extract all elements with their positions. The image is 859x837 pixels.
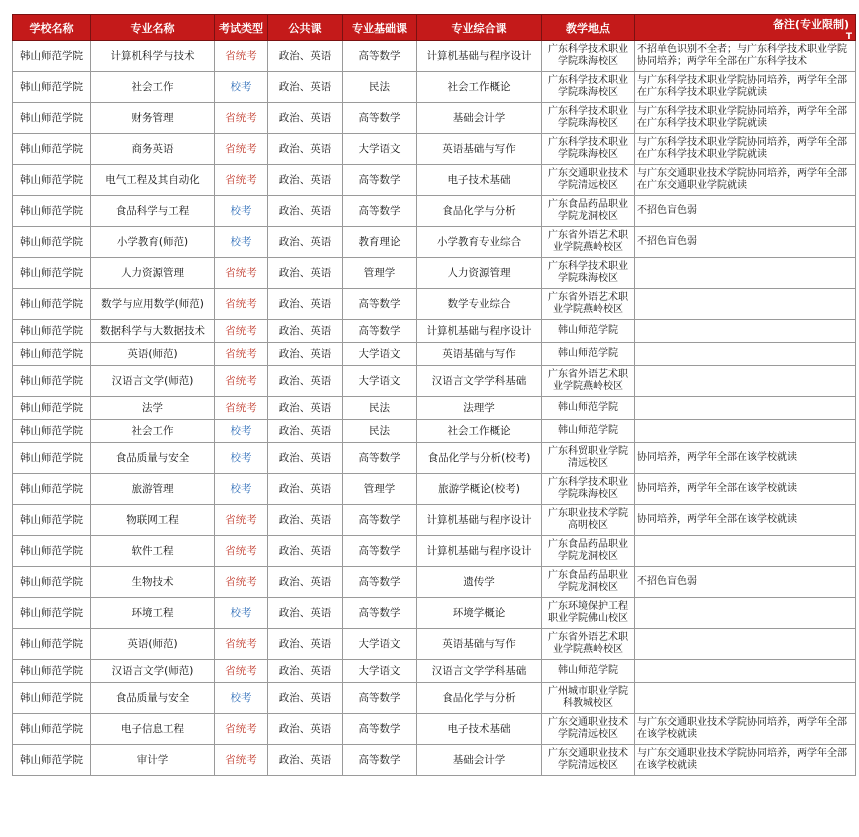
header-comprehensive-course: 专业综合课 — [417, 15, 542, 41]
cell-exam-type: 省统考 — [215, 745, 268, 776]
cell-basic-course: 高等数学 — [343, 289, 417, 320]
cell-comprehensive-course: 遗传学 — [417, 567, 542, 598]
cell-exam-type: 校考 — [215, 72, 268, 103]
cell-basic-course: 民法 — [343, 72, 417, 103]
cell-note: 与广东科学技术职业学院协同培养，两学年全部在广东科学技术职业学院就读 — [635, 103, 856, 134]
cell-public-course: 政治、英语 — [268, 683, 343, 714]
cell-location: 韩山师范学院 — [542, 420, 635, 443]
cell-basic-course: 大学语文 — [343, 660, 417, 683]
cell-location: 广东科学技术职业学院珠海校区 — [542, 258, 635, 289]
header-remark-label: 备注(专业限制) — [772, 18, 849, 31]
cell-school: 韩山师范学院 — [13, 745, 91, 776]
cell-school: 韩山师范学院 — [13, 366, 91, 397]
cell-public-course: 政治、英语 — [268, 134, 343, 165]
cell-school: 韩山师范学院 — [13, 289, 91, 320]
header-exam-type: 考试类型 — [215, 15, 268, 41]
cell-comprehensive-course: 食品化学与分析(校考) — [417, 443, 542, 474]
cell-public-course: 政治、英语 — [268, 320, 343, 343]
cell-exam-type: 校考 — [215, 227, 268, 258]
cell-location: 广东职业技术学院高明校区 — [542, 505, 635, 536]
cell-basic-course: 高等数学 — [343, 536, 417, 567]
cell-basic-course: 民法 — [343, 397, 417, 420]
cell-school: 韩山师范学院 — [13, 165, 91, 196]
cell-comprehensive-course: 食品化学与分析 — [417, 196, 542, 227]
cell-location: 广东省外语艺术职业学院燕岭校区 — [542, 366, 635, 397]
cell-public-course: 政治、英语 — [268, 505, 343, 536]
header-location: 教学地点 — [542, 15, 635, 41]
table-row — [13, 420, 856, 443]
cell-exam-type: 省统考 — [215, 289, 268, 320]
cell-school: 韩山师范学院 — [13, 320, 91, 343]
cell-exam-type: 校考 — [215, 683, 268, 714]
cell-exam-type: 省统考 — [215, 714, 268, 745]
cell-school: 韩山师范学院 — [13, 196, 91, 227]
cell-exam-type: 校考 — [215, 443, 268, 474]
cell-exam-type: 省统考 — [215, 165, 268, 196]
cell-comprehensive-course: 环境学概论 — [417, 598, 542, 629]
table-row — [13, 474, 856, 505]
cell-location: 广东科学技术职业学院珠海校区 — [542, 134, 635, 165]
cell-location: 广东食品药品职业学院龙洞校区 — [542, 567, 635, 598]
cell-school: 韩山师范学院 — [13, 72, 91, 103]
cell-location: 广东交通职业技术学院清远校区 — [542, 714, 635, 745]
cell-location: 广东科学技术职业学院珠海校区 — [542, 72, 635, 103]
cell-exam-type: 省统考 — [215, 134, 268, 165]
cell-major: 食品质量与安全 — [91, 443, 215, 474]
cell-location: 广东交通职业技术学院清远校区 — [542, 745, 635, 776]
cell-major: 数学与应用数学(师范) — [91, 289, 215, 320]
cell-location: 广东科学技术职业学院珠海校区 — [542, 41, 635, 72]
table-row — [13, 103, 856, 134]
cell-basic-course: 高等数学 — [343, 745, 417, 776]
cell-comprehensive-course: 电子技术基础 — [417, 165, 542, 196]
cell-major: 数据科学与大数据技术 — [91, 320, 215, 343]
cell-major: 财务管理 — [91, 103, 215, 134]
cell-basic-course: 教育理论 — [343, 227, 417, 258]
header-remark[interactable] — [635, 15, 856, 41]
table-row — [13, 683, 856, 714]
cell-note: 与广东科学技术职业学院协同培养，两学年全部在广东科学技术职业学院就读 — [635, 72, 856, 103]
table-row — [13, 41, 856, 72]
cell-major: 环境工程 — [91, 598, 215, 629]
table-row — [13, 745, 856, 776]
cell-school: 韩山师范学院 — [13, 567, 91, 598]
table-row — [13, 629, 856, 660]
cell-public-course: 政治、英语 — [268, 420, 343, 443]
table-row — [13, 343, 856, 366]
cell-location: 广东交通职业技术学院清远校区 — [542, 165, 635, 196]
cell-note — [635, 397, 856, 420]
cell-location: 广东省外语艺术职业学院燕岭校区 — [542, 227, 635, 258]
cell-exam-type: 省统考 — [215, 397, 268, 420]
cell-school: 韩山师范学院 — [13, 420, 91, 443]
cell-school: 韩山师范学院 — [13, 443, 91, 474]
cell-major: 食品科学与工程 — [91, 196, 215, 227]
cell-school: 韩山师范学院 — [13, 134, 91, 165]
cell-public-course: 政治、英语 — [268, 103, 343, 134]
cell-comprehensive-course: 计算机基础与程序设计 — [417, 320, 542, 343]
cell-basic-course: 高等数学 — [343, 41, 417, 72]
cell-basic-course: 大学语文 — [343, 343, 417, 366]
cell-school: 韩山师范学院 — [13, 397, 91, 420]
cell-comprehensive-course: 法理学 — [417, 397, 542, 420]
cell-basic-course: 高等数学 — [343, 714, 417, 745]
cell-note: 与广东交通职业技术学院协同培养，两学年全部在该学校就读 — [635, 714, 856, 745]
cell-public-course: 政治、英语 — [268, 41, 343, 72]
cell-school: 韩山师范学院 — [13, 683, 91, 714]
cell-note — [635, 258, 856, 289]
cell-basic-course: 高等数学 — [343, 567, 417, 598]
cell-comprehensive-course: 电子技术基础 — [417, 714, 542, 745]
cell-note: 协同培养，两学年全部在该学校就读 — [635, 505, 856, 536]
cell-note — [635, 420, 856, 443]
cell-location: 韩山师范学院 — [542, 343, 635, 366]
cell-school: 韩山师范学院 — [13, 629, 91, 660]
cell-public-course: 政治、英语 — [268, 536, 343, 567]
cell-exam-type: 省统考 — [215, 320, 268, 343]
cell-note — [635, 683, 856, 714]
cell-note: 与广东交通职业技术学院协同培养，两学年全部在该学校就读 — [635, 745, 856, 776]
cell-exam-type: 省统考 — [215, 258, 268, 289]
cell-comprehensive-course: 社会工作概论 — [417, 72, 542, 103]
cell-basic-course: 高等数学 — [343, 443, 417, 474]
cell-exam-type: 省统考 — [215, 41, 268, 72]
cell-school: 韩山师范学院 — [13, 258, 91, 289]
cell-exam-type: 省统考 — [215, 629, 268, 660]
cell-note — [635, 343, 856, 366]
cell-school: 韩山师范学院 — [13, 474, 91, 505]
cell-public-course: 政治、英语 — [268, 567, 343, 598]
cell-school: 韩山师范学院 — [13, 536, 91, 567]
cell-exam-type: 省统考 — [215, 536, 268, 567]
cell-location: 韩山师范学院 — [542, 397, 635, 420]
cell-basic-course: 高等数学 — [343, 196, 417, 227]
cell-note: 与广东科学技术职业学院协同培养，两学年全部在广东科学技术职业学院就读 — [635, 134, 856, 165]
cell-major: 汉语言文学(师范) — [91, 660, 215, 683]
cell-major: 社会工作 — [91, 420, 215, 443]
cell-note: 不招色盲色弱 — [635, 567, 856, 598]
cell-comprehensive-course: 食品化学与分析 — [417, 683, 542, 714]
cell-public-course: 政治、英语 — [268, 714, 343, 745]
cell-public-course: 政治、英语 — [268, 165, 343, 196]
cell-comprehensive-course: 基础会计学 — [417, 103, 542, 134]
table-row — [13, 598, 856, 629]
cell-comprehensive-course: 汉语言文学学科基础 — [417, 366, 542, 397]
table-container — [12, 14, 855, 776]
cell-major: 英语(师范) — [91, 629, 215, 660]
cell-exam-type: 校考 — [215, 598, 268, 629]
cell-public-course: 政治、英语 — [268, 343, 343, 366]
cell-comprehensive-course: 汉语言文学学科基础 — [417, 660, 542, 683]
cell-major: 旅游管理 — [91, 474, 215, 505]
cell-public-course: 政治、英语 — [268, 366, 343, 397]
cell-exam-type: 省统考 — [215, 505, 268, 536]
cell-location: 广东食品药品职业学院龙洞校区 — [542, 536, 635, 567]
table-row — [13, 134, 856, 165]
cell-exam-type: 省统考 — [215, 343, 268, 366]
cell-basic-course: 大学语文 — [343, 366, 417, 397]
cell-note — [635, 366, 856, 397]
table-row — [13, 567, 856, 598]
cell-note: 不招单色识别不全者；与广东科学技术职业学院协同培养；两学年全部在广东科学技术 — [635, 41, 856, 72]
cell-location: 广州城市职业学院科教城校区 — [542, 683, 635, 714]
cell-location: 广东科学技术职业学院珠海校区 — [542, 103, 635, 134]
cell-major: 英语(师范) — [91, 343, 215, 366]
cell-exam-type: 省统考 — [215, 660, 268, 683]
cell-basic-course: 高等数学 — [343, 320, 417, 343]
cell-note — [635, 629, 856, 660]
cell-major: 计算机科学与技术 — [91, 41, 215, 72]
cell-location: 广东科学技术职业学院珠海校区 — [542, 474, 635, 505]
cell-note — [635, 289, 856, 320]
cell-note — [635, 598, 856, 629]
cell-public-course: 政治、英语 — [268, 258, 343, 289]
cell-school: 韩山师范学院 — [13, 714, 91, 745]
table-body — [13, 41, 856, 776]
cell-public-course: 政治、英语 — [268, 629, 343, 660]
table-row — [13, 258, 856, 289]
cell-note: 协同培养，两学年全部在该学校就读 — [635, 443, 856, 474]
cell-basic-course: 大学语文 — [343, 629, 417, 660]
cell-basic-course: 高等数学 — [343, 103, 417, 134]
cell-public-course: 政治、英语 — [268, 598, 343, 629]
cell-public-course: 政治、英语 — [268, 443, 343, 474]
cell-comprehensive-course: 英语基础与写作 — [417, 629, 542, 660]
table-row — [13, 366, 856, 397]
cell-location: 广东省外语艺术职业学院燕岭校区 — [542, 289, 635, 320]
table-row — [13, 714, 856, 745]
cell-public-course: 政治、英语 — [268, 397, 343, 420]
cell-public-course: 政治、英语 — [268, 196, 343, 227]
cell-major: 法学 — [91, 397, 215, 420]
cell-public-course: 政治、英语 — [268, 745, 343, 776]
cell-note — [635, 320, 856, 343]
cell-school: 韩山师范学院 — [13, 598, 91, 629]
cell-public-course: 政治、英语 — [268, 474, 343, 505]
cell-note — [635, 660, 856, 683]
cell-location: 广东食品药品职业学院龙洞校区 — [542, 196, 635, 227]
cell-public-course: 政治、英语 — [268, 227, 343, 258]
table-row — [13, 196, 856, 227]
cell-major: 小学教育(师范) — [91, 227, 215, 258]
cell-major: 食品质量与安全 — [91, 683, 215, 714]
cell-location: 广东省外语艺术职业学院燕岭校区 — [542, 629, 635, 660]
cell-major: 生物技术 — [91, 567, 215, 598]
cell-comprehensive-course: 计算机基础与程序设计 — [417, 41, 542, 72]
cell-major: 人力资源管理 — [91, 258, 215, 289]
table-row — [13, 536, 856, 567]
cell-note: 协同培养，两学年全部在该学校就读 — [635, 474, 856, 505]
cell-public-course: 政治、英语 — [268, 660, 343, 683]
cell-comprehensive-course: 基础会计学 — [417, 745, 542, 776]
cell-major: 审计学 — [91, 745, 215, 776]
cell-comprehensive-course: 旅游学概论(校考) — [417, 474, 542, 505]
cell-location: 广东环境保护工程职业学院佛山校区 — [542, 598, 635, 629]
cell-basic-course: 大学语文 — [343, 134, 417, 165]
table-row — [13, 227, 856, 258]
cell-exam-type: 校考 — [215, 196, 268, 227]
cell-comprehensive-course: 英语基础与写作 — [417, 343, 542, 366]
cell-exam-type: 省统考 — [215, 103, 268, 134]
cell-location: 广东科贸职业学院清远校区 — [542, 443, 635, 474]
table-row — [13, 165, 856, 196]
cell-basic-course: 民法 — [343, 420, 417, 443]
cell-exam-type: 校考 — [215, 420, 268, 443]
cell-school: 韩山师范学院 — [13, 343, 91, 366]
cell-major: 软件工程 — [91, 536, 215, 567]
cell-exam-type: 省统考 — [215, 366, 268, 397]
table-row — [13, 660, 856, 683]
cell-school: 韩山师范学院 — [13, 41, 91, 72]
cell-basic-course: 高等数学 — [343, 505, 417, 536]
cell-major: 电气工程及其自动化 — [91, 165, 215, 196]
cell-major: 物联网工程 — [91, 505, 215, 536]
cell-note: 不招色盲色弱 — [635, 196, 856, 227]
cell-basic-course: 高等数学 — [343, 683, 417, 714]
table-row — [13, 320, 856, 343]
header-major: 专业名称 — [91, 15, 215, 41]
cell-comprehensive-course: 计算机基础与程序设计 — [417, 536, 542, 567]
cell-school: 韩山师范学院 — [13, 227, 91, 258]
table-row — [13, 505, 856, 536]
cell-school: 韩山师范学院 — [13, 660, 91, 683]
cell-school: 韩山师范学院 — [13, 103, 91, 134]
cell-basic-course: 高等数学 — [343, 165, 417, 196]
cell-exam-type: 省统考 — [215, 567, 268, 598]
cell-basic-course: 管理学 — [343, 258, 417, 289]
table-row — [13, 72, 856, 103]
cell-major: 电子信息工程 — [91, 714, 215, 745]
cell-major: 汉语言文学(师范) — [91, 366, 215, 397]
table-row — [13, 443, 856, 474]
header-school: 学校名称 — [13, 15, 91, 41]
cell-public-course: 政治、英语 — [268, 72, 343, 103]
cell-note: 不招色盲色弱 — [635, 227, 856, 258]
header-row — [13, 15, 856, 41]
cell-note — [635, 536, 856, 567]
cell-basic-course: 管理学 — [343, 474, 417, 505]
header-public-course: 公共课 — [268, 15, 343, 41]
cell-exam-type: 校考 — [215, 474, 268, 505]
cell-comprehensive-course: 社会工作概论 — [417, 420, 542, 443]
cell-major: 商务英语 — [91, 134, 215, 165]
cell-school: 韩山师范学院 — [13, 505, 91, 536]
cell-comprehensive-course: 数学专业综合 — [417, 289, 542, 320]
filter-marker[interactable]: T — [845, 32, 852, 42]
cell-note: 与广东交通职业技术学院协同培养，两学年全部在广东交通职业学院就读 — [635, 165, 856, 196]
cell-comprehensive-course: 英语基础与写作 — [417, 134, 542, 165]
cell-location: 韩山师范学院 — [542, 320, 635, 343]
enrollment-table — [12, 14, 856, 776]
table-row — [13, 397, 856, 420]
cell-comprehensive-course: 人力资源管理 — [417, 258, 542, 289]
cell-major: 社会工作 — [91, 72, 215, 103]
cell-location: 韩山师范学院 — [542, 660, 635, 683]
cell-basic-course: 高等数学 — [343, 598, 417, 629]
cell-public-course: 政治、英语 — [268, 289, 343, 320]
cell-comprehensive-course: 计算机基础与程序设计 — [417, 505, 542, 536]
cell-comprehensive-course: 小学教育专业综合 — [417, 227, 542, 258]
header-basic-course: 专业基础课 — [343, 15, 417, 41]
table-row — [13, 289, 856, 320]
